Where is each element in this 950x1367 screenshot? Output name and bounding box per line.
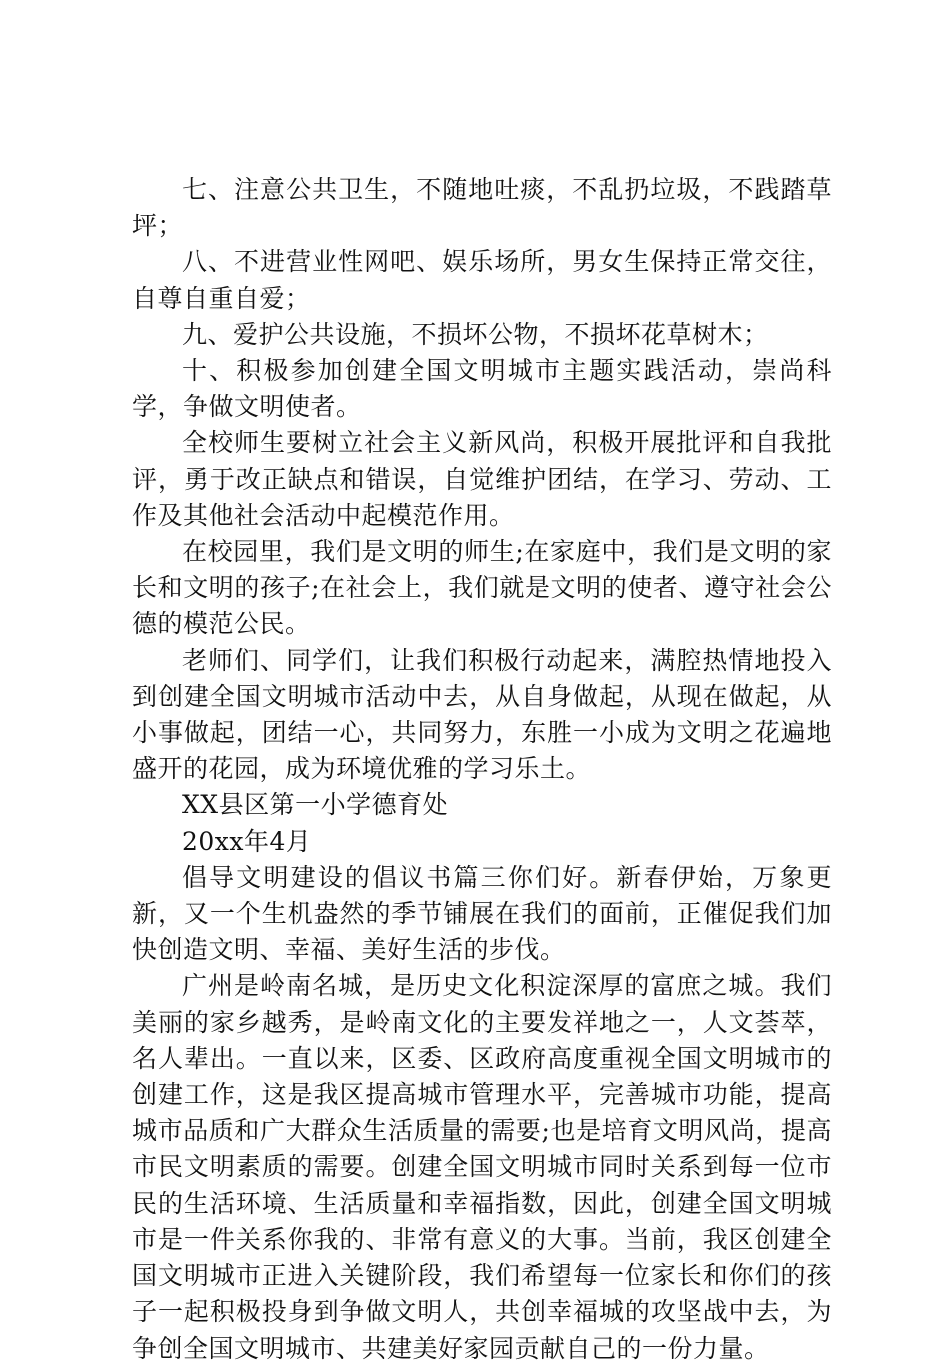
- paragraph-teachers-students: 全校师生要树立社会主义新风尚，积极开展批评和自我批评，勇于改正缺点和错误，自觉维护团结，在学习、劳动、工作及其他社会活动中起模范作用。: [132, 428, 832, 530]
- paragraph-rule-8: 八、不进营业性网吧、娱乐场所，男女生保持正常交往，自尊自重自爱；: [132, 247, 832, 313]
- signature-date: 20xx年4月: [182, 826, 312, 856]
- paragraph-rule-9: 九、爱护公共设施，不损坏公物，不损坏花草树木；: [182, 319, 769, 349]
- paragraph-campus: 在校园里，我们是文明的师生;在家庭中，我们是文明的家长和文明的孩子;在社会上，我们就是文明的使者、遵守社会公德的模范公民。: [132, 537, 832, 639]
- paragraph-guangzhou: 广州是岭南名城，是历史文化积淀深厚的富庶之城。我们美丽的家乡越秀，是岭南文化的主要发祥地之一，人文荟萃，名人辈出。一直以来，区委、区政府高度重视全国文明城市的创建工作，这是我区提高城市管理水平，完善城市功能，提高城市品质和广大群众生活质量的需要;也是培育文明风尚，提高市民文明素质的需要。创建全国文明城市同时关系到每一位市民的生活环境、生活质量和幸福指数，因此，创建全国文明城市是一件关系你我的、非常有意义的大事。当前，我区创建全国文明城市正进入关键阶段，我们希望每一位家长和你们的孩子一起积极投身到争做文明人，共创幸福城的攻坚战中去，为争创全国文明城市、共建美好家园贡献自己的一份力量。: [132, 971, 832, 1363]
- paragraph-call-to-action: 老师们、同学们，让我们积极行动起来，满腔热情地投入到创建全国文明城市活动中去，从自身做起，从现在做起，从小事做起，团结一心，共同努力，东胜一小成为文明之花遍地盛开的花园，成为环境优雅的学习乐土。: [132, 645, 832, 784]
- paragraph-rule-10: 十、积极参加创建全国文明城市主题实践活动，崇尚科学，争做文明使者。: [132, 356, 832, 422]
- paragraph-proposal-three: 倡导文明建设的倡议书篇三你们好。新春伊始，万象更新，又一个生机盎然的季节铺展在我们的面前，正催促我们加快创造文明、幸福、美好生活的步伐。: [132, 862, 832, 965]
- paragraph-rule-7: 七、注意公共卫生，不随地吐痰，不乱扔垃圾，不践踏草坪；: [132, 175, 832, 241]
- document-body: [132, 172, 832, 1367]
- signature-organization: XX县区第一小学德育处: [182, 790, 449, 820]
